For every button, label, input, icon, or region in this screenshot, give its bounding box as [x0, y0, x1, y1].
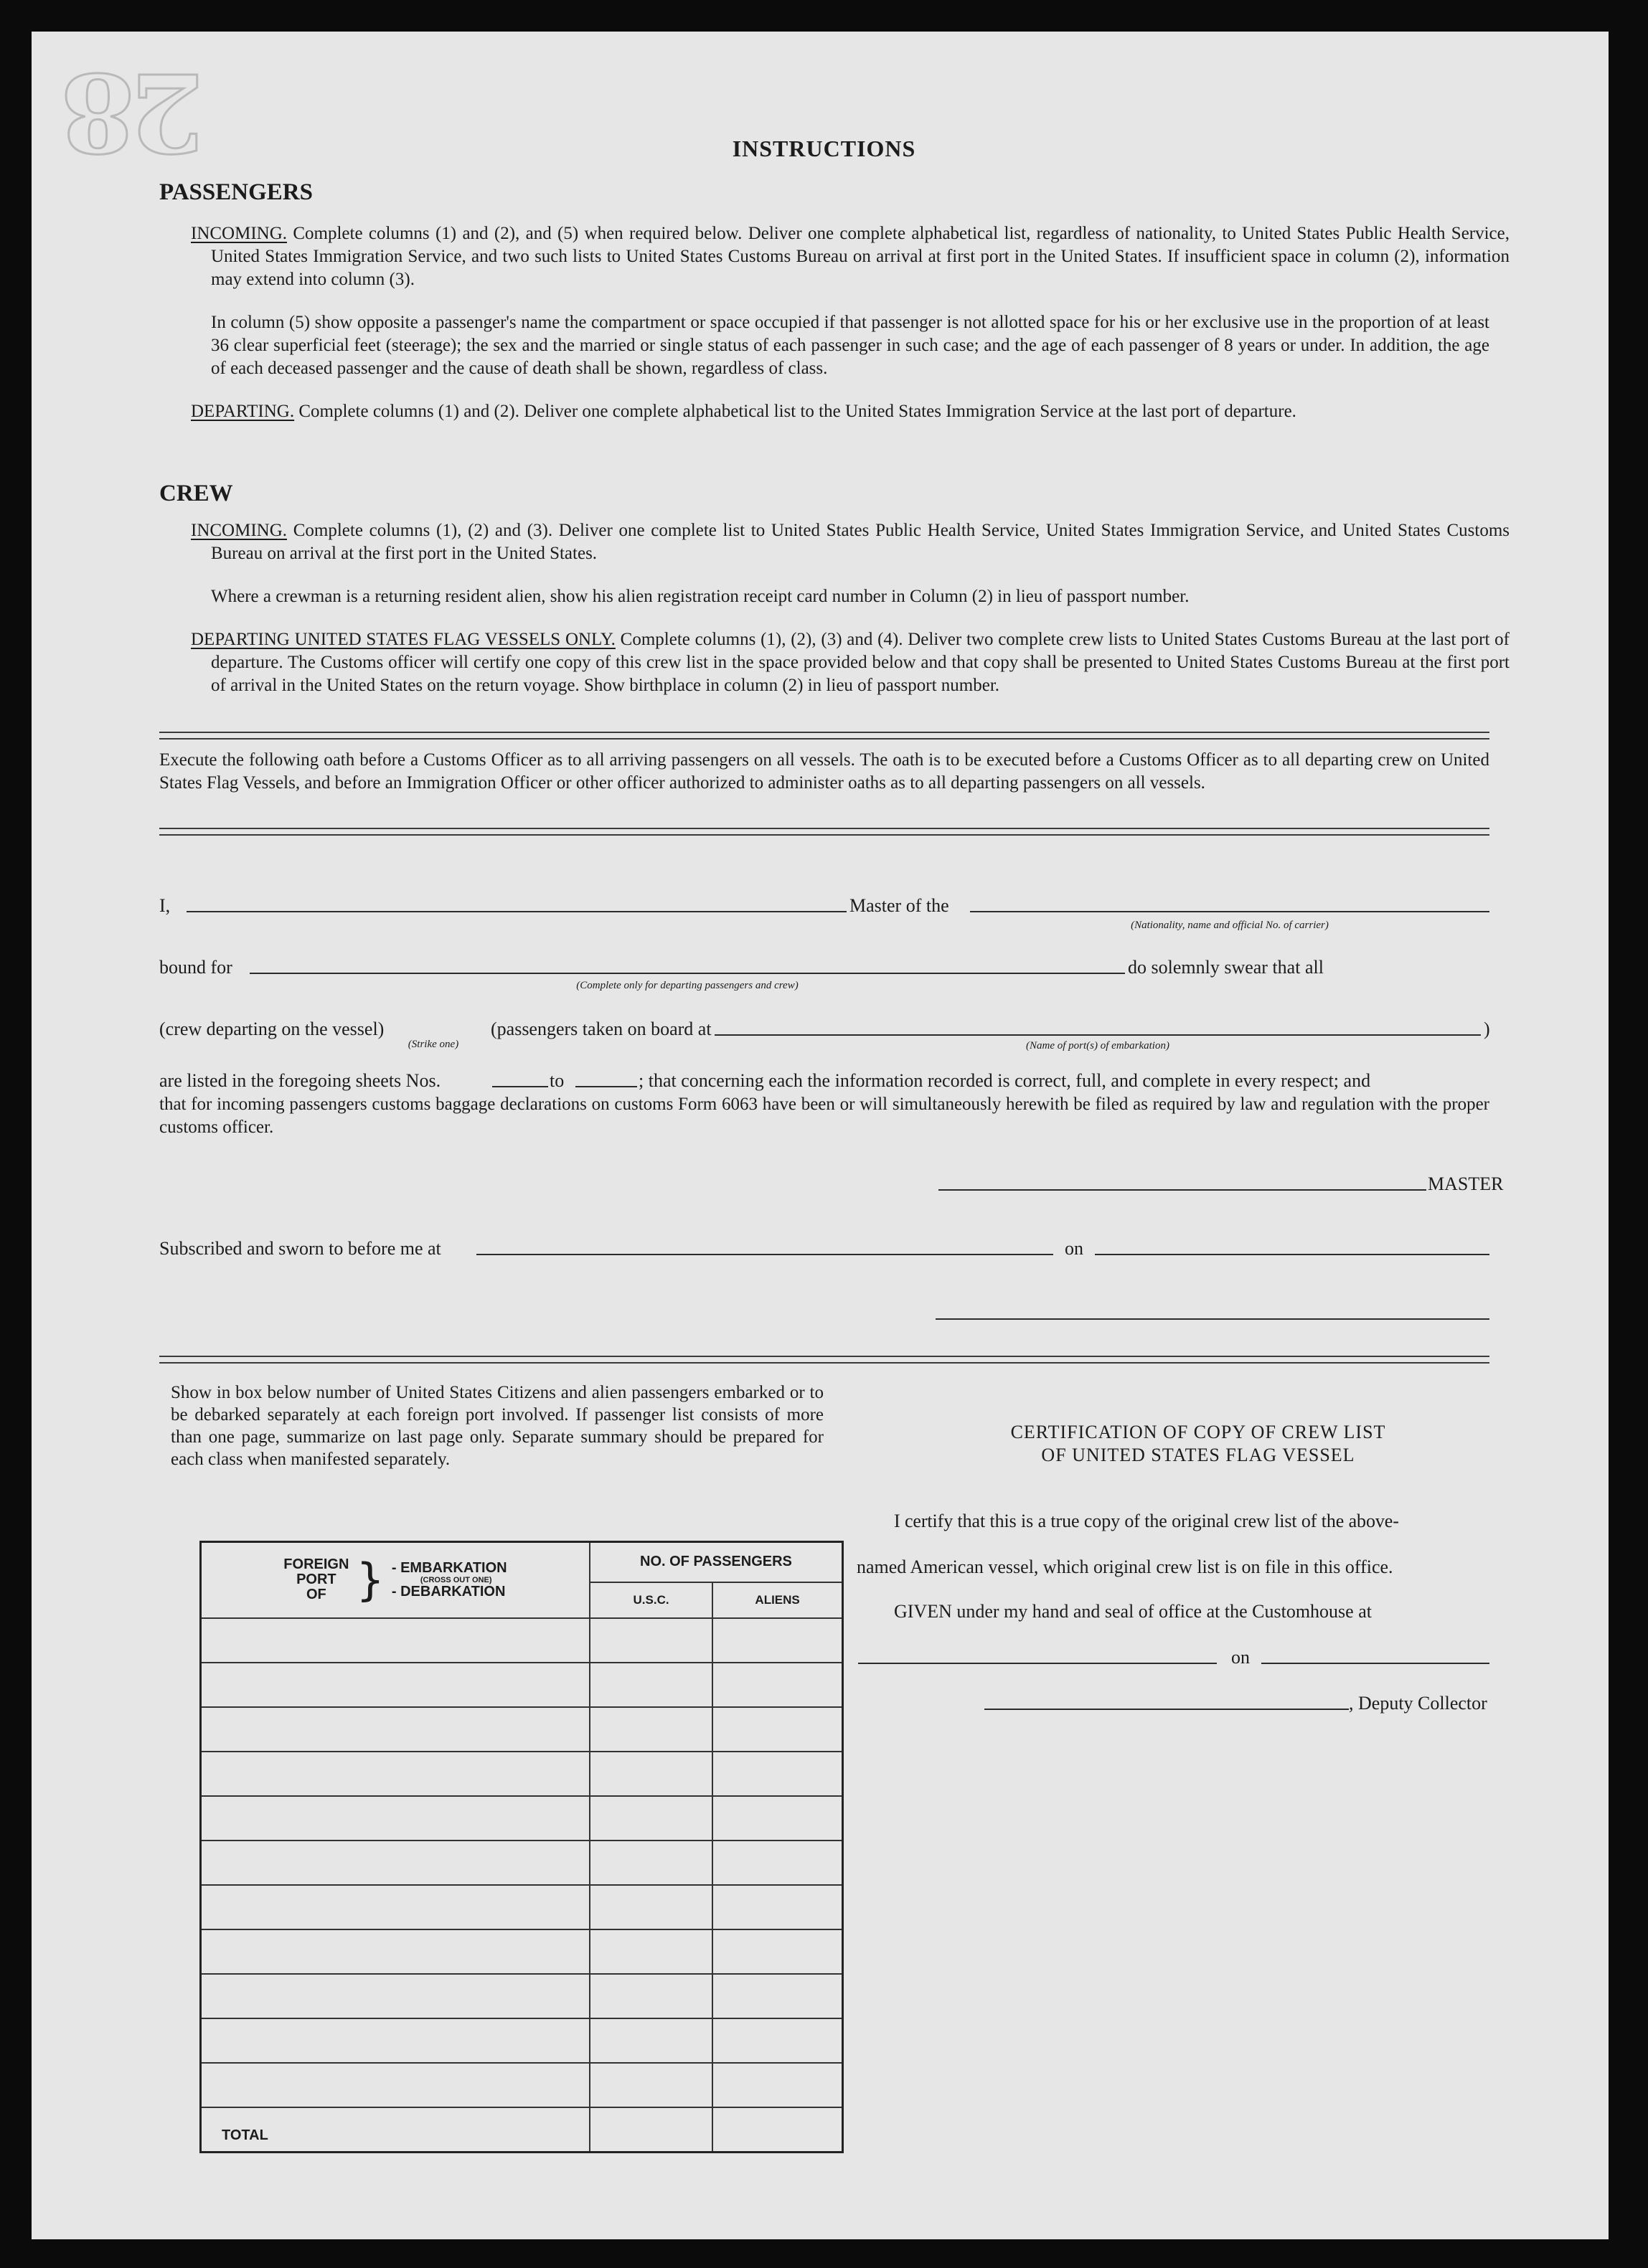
crew-heading: CREW — [159, 481, 233, 506]
bound-for-hint: (Complete only for departing passengers and crew) — [576, 980, 799, 991]
table-row — [201, 1752, 843, 1796]
certification-on-label: on — [1231, 1647, 1250, 1668]
port-cell[interactable] — [201, 1618, 590, 1663]
certification-heading-2: OF UNITED STATES FLAG VESSEL — [1041, 1445, 1355, 1465]
aliens-cell[interactable] — [712, 1929, 842, 1974]
usc-cell[interactable] — [590, 1663, 712, 1707]
usc-cell[interactable] — [590, 1618, 712, 1663]
certification-heading-1: CERTIFICATION OF COPY OF CREW LIST — [1010, 1422, 1386, 1442]
embarkation-port-field[interactable] — [715, 1034, 1481, 1036]
aliens-cell[interactable] — [712, 1707, 842, 1752]
usc-cell[interactable] — [590, 1885, 712, 1929]
usc-cell[interactable] — [590, 1707, 712, 1752]
table-row — [201, 1841, 843, 1885]
table-row — [201, 1974, 843, 2018]
aliens-cell[interactable] — [712, 1796, 842, 1841]
deputy-signature-field[interactable] — [984, 1709, 1349, 1710]
port-hint: (Name of port(s) of embarkation) — [1026, 1040, 1169, 1052]
usc-cell[interactable] — [590, 2063, 712, 2107]
foreign-label: FOREIGN — [283, 1556, 349, 1573]
page-title: INSTRUCTIONS — [732, 136, 916, 161]
passengers-incoming-text: Complete columns (1) and (2), and (5) when required below. Deliver one complete alphabetical list, regardless of nationality, to United States Public Health Service, United States Immigration Service, and two such lists to United States Customs Bureau on arrival at first port in the United States. If insufficient space in column (2), information may extend into column (3). — [211, 224, 1510, 289]
officer-signature-field[interactable] — [936, 1318, 1489, 1320]
oath-passengers-taken-label: (passengers taken on board at — [491, 1019, 712, 1039]
summary-instruction: Show in box below number of United States Citizens and alien passengers embarked or to be debarked separately at each foreign port involved. If passenger list consists of more than one page, summarize on last page only. Separate summary should be prepared for each class when manifested separately. — [171, 1383, 824, 1469]
deputy-collector-label: , Deputy Collector — [1349, 1693, 1487, 1714]
aliens-cell[interactable] — [712, 1618, 842, 1663]
crew-incoming-paragraph — [191, 519, 1510, 565]
no-passengers-header: NO. OF PASSENGERS — [590, 1542, 843, 1582]
oath-swear-label: do solemnly swear that all — [1128, 957, 1324, 978]
debarkation-label: - DEBARKATION — [391, 1583, 506, 1600]
passengers-incoming-lead: INCOMING. — [191, 224, 288, 243]
table-row — [201, 1663, 843, 1707]
sworn-date-field[interactable] — [1095, 1254, 1489, 1255]
port-cell[interactable] — [201, 1841, 590, 1885]
port-cell[interactable] — [201, 1885, 590, 1929]
oath-instruction: Execute the following oath before a Customs Officer as to all arriving passengers on all vessels. The oath is to be executed before a Customs Officer as to all departing crew on United States Flag Vessels, and before an Immigration Officer or other officer authorized to administer oaths as to all departing passengers on all vessels. — [159, 750, 1489, 793]
usc-cell[interactable] — [590, 1929, 712, 1974]
passengers-departing-paragraph — [191, 400, 1510, 423]
aliens-cell[interactable] — [712, 1752, 842, 1796]
port-cell[interactable] — [201, 2063, 590, 2107]
usc-cell[interactable] — [590, 1841, 712, 1885]
master-signature-field[interactable] — [938, 1189, 1426, 1191]
certification-text-3: GIVEN under my hand and seal of office at the Customhouse at — [894, 1601, 1372, 1622]
crew-resident-paragraph: Where a crewman is a returning resident alien, show his alien registration receipt card number in Column (2) in lieu of passport number. — [211, 587, 1190, 606]
total-row — [201, 2107, 843, 2153]
port-cell[interactable] — [201, 1796, 590, 1841]
aliens-cell[interactable] — [712, 1841, 842, 1885]
crew-departing-lead: DEPARTING UNITED STATES FLAG VESSELS ONLY. — [191, 630, 616, 649]
passengers-column5-paragraph: In column (5) show opposite a passenger's name the compartment or space occupied if that passenger is not allotted space for his or her exclusive use in the proportion of at least 36 clear superficial feet (steerage); the sex and the married or single status of each passenger in such case; and the age of each passenger of 8 years or under. In addition, the age of each deceased passenger and the cause of death shall be shown, regardless of class. — [211, 313, 1489, 378]
port-cell[interactable] — [201, 2018, 590, 2063]
port-cell[interactable] — [201, 1707, 590, 1752]
usc-cell[interactable] — [590, 1796, 712, 1841]
carrier-field[interactable] — [970, 911, 1489, 912]
oath-listed-label: are listed in the foregoing sheets Nos. — [159, 1070, 441, 1091]
certification-text-2: named American vessel, which original crew list is on file in this office. — [857, 1556, 1393, 1577]
oath-i-label: I, — [159, 895, 171, 916]
oath-crew-departing-label: (crew departing on the vessel) — [159, 1019, 385, 1039]
crew-incoming-lead: INCOMING. — [191, 521, 288, 540]
of-label: OF — [306, 1587, 326, 1603]
port-label: PORT — [296, 1572, 336, 1588]
aliens-header: ALIENS — [712, 1582, 842, 1618]
usc-cell[interactable] — [590, 1752, 712, 1796]
form-page — [32, 32, 1609, 2239]
aliens-cell[interactable] — [712, 2063, 842, 2107]
table-row — [201, 2018, 843, 2063]
aliens-total-cell[interactable] — [712, 2107, 842, 2153]
passenger-summary-table — [199, 1541, 844, 2153]
cross-out-label: (CROSS OUT ONE) — [420, 1575, 492, 1584]
oath-listed-text: that for incoming passengers customs baggage declarations on customs Form 6063 have been or will simultaneously herewith be filed as required by law and regulation with the proper customs officer. — [159, 1095, 1489, 1137]
oath-on-label: on — [1065, 1238, 1083, 1259]
sheet-from-field[interactable] — [492, 1086, 548, 1087]
table-row — [201, 2063, 843, 2107]
oath-to-label: to — [550, 1070, 565, 1091]
passengers-incoming-paragraph — [191, 222, 1510, 291]
customhouse-field[interactable] — [858, 1663, 1217, 1664]
embarkation-label: - EMBARKATION — [391, 1559, 507, 1576]
usc-cell[interactable] — [590, 1974, 712, 2018]
certification-text-1: I certify that this is a true copy of the original crew list of the above- — [894, 1511, 1399, 1531]
table-row — [201, 1885, 843, 1929]
oath-listed-rest: ; that concerning each the information recorded is correct, full, and complete in every respect; and — [639, 1070, 1371, 1091]
oath-master-label: MASTER — [1428, 1173, 1504, 1194]
aliens-cell[interactable] — [712, 1663, 842, 1707]
table-row — [201, 1618, 843, 1663]
usc-cell[interactable] — [590, 2018, 712, 2063]
certification-date-field[interactable] — [1261, 1663, 1489, 1664]
sheet-to-field[interactable] — [575, 1086, 637, 1087]
aliens-cell[interactable] — [712, 1974, 842, 2018]
master-name-field[interactable] — [187, 911, 847, 912]
passengers-departing-text: Complete columns (1) and (2). Deliver one complete alphabetical list to the United States Immigration Service at the last port of departure. — [294, 402, 1296, 421]
divider — [159, 732, 1489, 740]
passengers-departing-lead: DEPARTING. — [191, 402, 295, 421]
sworn-place-field[interactable] — [476, 1254, 1053, 1255]
table-row — [201, 1929, 843, 1974]
port-cell[interactable] — [201, 1929, 590, 1974]
usc-header: U.S.C. — [590, 1582, 712, 1618]
divider — [159, 1356, 1489, 1364]
total-label: TOTAL — [222, 2127, 268, 2143]
table-row — [201, 1707, 843, 1752]
oath-close-paren: ) — [1484, 1019, 1490, 1039]
strike-hint: (Strike one) — [408, 1039, 459, 1050]
divider — [159, 828, 1489, 836]
table-row — [201, 1796, 843, 1841]
aliens-cell[interactable] — [712, 1885, 842, 1929]
carrier-hint: (Nationality, name and official No. of carrier) — [1131, 920, 1329, 931]
passengers-heading: PASSENGERS — [159, 179, 313, 205]
brace-icon: } — [356, 1553, 385, 1606]
aliens-cell[interactable] — [712, 2018, 842, 2063]
port-cell[interactable] — [201, 1752, 590, 1796]
port-cell[interactable] — [201, 1663, 590, 1707]
crew-incoming-text: Complete columns (1), (2) and (3). Deliver one complete list to United States Public Health Service, United States Immigration Service, and United States Customs Bureau on arrival at the first port in the United States. — [211, 521, 1510, 563]
total-cell — [201, 2107, 590, 2153]
crew-departing-text: Complete columns (1), (2), (3) and (4). Deliver two complete crew lists to United States Customs Bureau at the last port of departure. The Customs officer will certify one copy of this crew list in the space provided below and that copy shall be presented to United States Customs Bureau at the first port of arrival in the United States on the return voyage. Show birthplace in column (2) in lieu of passport number. — [211, 630, 1510, 695]
crew-departing-paragraph — [191, 628, 1510, 697]
bound-for-field[interactable] — [250, 973, 1125, 974]
oath-bound-for-label: bound for — [159, 957, 232, 978]
port-cell[interactable] — [201, 1974, 590, 2018]
oath-master-of-label: Master of the — [849, 895, 949, 916]
usc-total-cell[interactable] — [590, 2107, 712, 2153]
oath-subscribed-label: Subscribed and sworn to before me at — [159, 1238, 441, 1259]
port-column-header — [201, 1542, 590, 1618]
page-number-stamp: 28 — [66, 49, 204, 175]
